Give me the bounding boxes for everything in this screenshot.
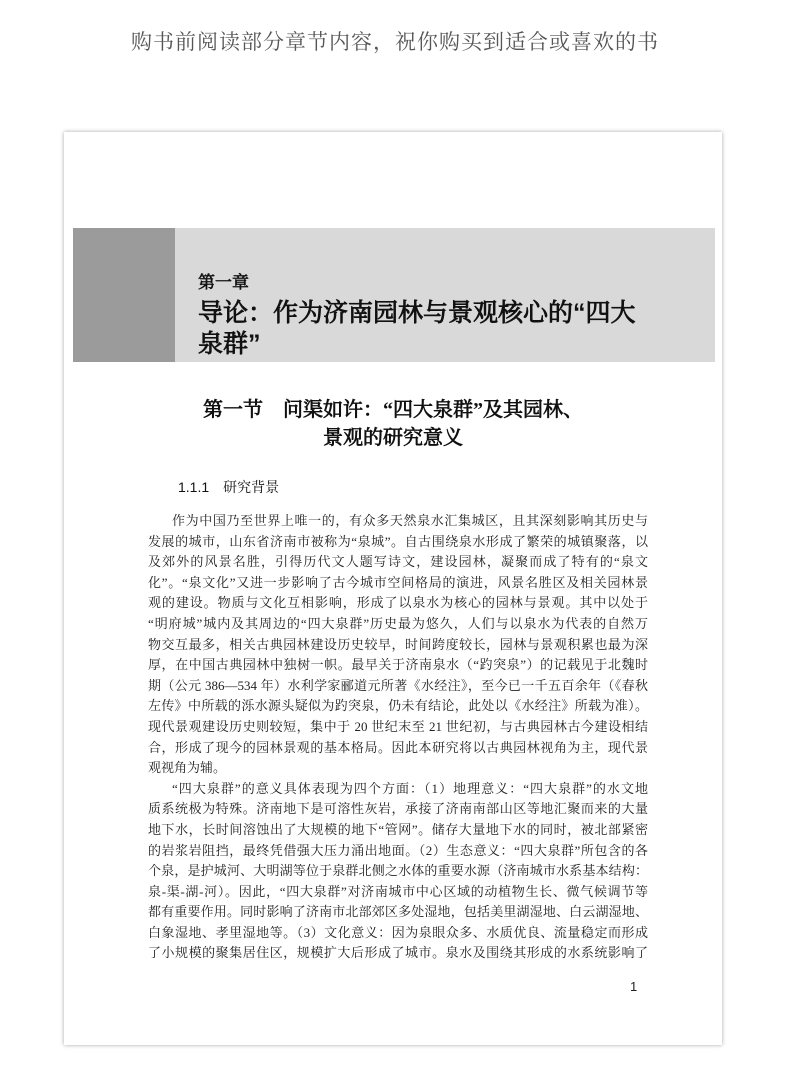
body-line: 都有重要作用。同时影响了济南市北部郊区多处湿地，包括美里湖湿地、白云湖湿地、: [148, 904, 648, 920]
body-line: 的岩浆岩阻挡，最终凭借强大压力涌出地面。（2）生态意义：“四大泉群”所包含的各: [148, 842, 648, 858]
book-page: [64, 132, 722, 1045]
body-line: 地下水，长时间溶蚀出了大规模的地下“管网”。储存大量地下水的同时，被北部紧密: [148, 821, 648, 837]
chapter-title-line: 导论：作为济南园林与景观核心的“四大: [198, 299, 636, 327]
body-line: 白象湿地、孝里湿地等。（3）文化意义：因为泉眼众多、水质优良、流量稳定而形成: [148, 924, 648, 940]
body-line: 厚，在中国古典园林中独树一帜。最早关于济南泉水（“趵突泉”）的记载见于北魏时: [148, 657, 648, 673]
section-title: [64, 396, 722, 452]
body-line: 化”。“泉文化”又进一步影响了古今城市空间格局的演进，风景名胜区及相关园林景: [148, 574, 648, 590]
section-title-line: 景观的研究意义: [323, 427, 463, 449]
promo-banner: 购书前阅读部分章节内容，祝你购买到适合或喜欢的书: [131, 31, 659, 54]
body-line: “四大泉群”的意义具体表现为四个方面：（1）地理意义：“四大泉群”的水文地: [172, 780, 648, 796]
body-line: 物交互最多，相关古典园林建设历史较早，时间跨度较长，园林与景观积累也最为深: [148, 636, 648, 652]
chapter-number: 第一章: [198, 273, 249, 292]
chapter-title: [198, 298, 708, 360]
chapter-header-accent: [73, 228, 175, 362]
subsection-heading: 1.1.1 研究背景: [178, 479, 280, 495]
body-line: 左传》中所载的泺水源头疑似为趵突泉，仍未有结论，此处以《水经注》所载为准）。: [148, 698, 648, 714]
body-line: 个泉，是护城河、大明湖等位于泉群北侧之水体的重要水源（济南城市水系基本结构：: [148, 863, 648, 879]
body-line: 了小规模的聚集居住区，规模扩大后形成了城市。泉水及围绕其形成的水系统影响了: [148, 945, 648, 961]
chapter-title-line: 泉群”: [198, 330, 261, 358]
body-line: 合，形成了现今的园林景观的基本格局。因此本研究将以古典园林视角为主，现代景: [148, 739, 648, 755]
page-number: 1: [630, 979, 638, 994]
section-title-line: 第一节 问渠如许：“四大泉群”及其园林、: [203, 399, 583, 421]
body-text: [148, 511, 648, 964]
body-line: 质系统极为特殊。济南地下是可溶性灰岩，承接了济南南部山区等地汇聚而来的大量: [148, 801, 648, 817]
body-line: 发展的城市，山东省济南市被称为“泉城”。自古围绕泉水形成了繁荣的城镇聚落，以: [148, 533, 648, 549]
body-line: 观的建设。物质与文化互相影响，形成了以泉水为核心的园林与景观。其中以处于: [148, 595, 648, 611]
body-line: 观视角为辅。: [148, 760, 227, 776]
body-line: 现代景观建设历史则较短，集中于 20 世纪末至 21 世纪初，与古典园林古今建设相结: [148, 718, 648, 734]
body-line: 作为中国乃至世界上唯一的，有众多天然泉水汇集城区，且其深刻影响其历史与: [172, 513, 648, 528]
body-line: 泉-渠-湖-河）。因此，“四大泉群”对济南城市中心区域的动植物生长、微气候调节等: [148, 883, 648, 899]
body-line: “明府城”城内及其周边的“四大泉群”历史最为悠久，人们与以泉水为代表的自然万: [148, 615, 648, 631]
body-line: 及郊外的风景名胜，引得历代文人题写诗文，建设园林，凝聚而成了特有的“泉文: [148, 554, 648, 570]
body-line: 期（公元 386—534 年）水利学家郦道元所著《水经注》，至今已一千五百余年（《春秋: [148, 677, 648, 693]
